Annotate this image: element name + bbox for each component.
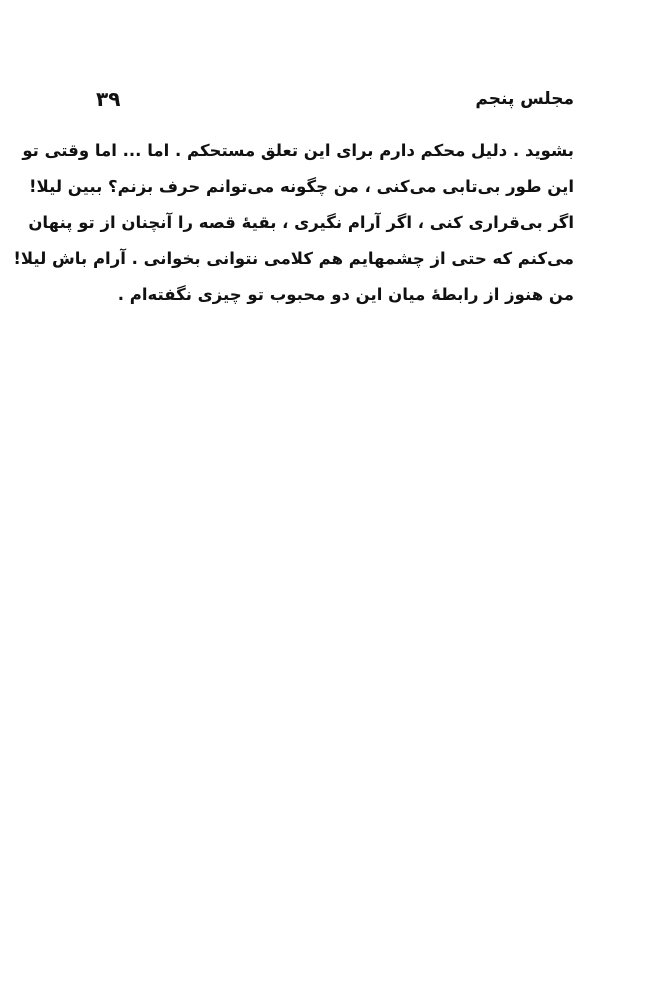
text-line: می‌کنم که حتی از چشمهایم هم کلامی نتوانی بخوانی . آرام باش لیلا! bbox=[13, 249, 574, 268]
text-line: این طور بی‌تابی می‌کنی ، من چگونه می‌توانم حرف بزنم؟ ببین لیلا! bbox=[29, 177, 574, 196]
text-line: من هنوز از رابطهٔ میان این دو محبوب تو چیزی نگفته‌ام . bbox=[117, 285, 574, 304]
running-title: مجلس پنجم bbox=[475, 89, 574, 109]
body-paragraph bbox=[13, 133, 574, 313]
text-line: اگر بی‌قراری کنی ، اگر آرام نگیری ، بقیهٔ قصه را آنچنان از تو پنهان bbox=[28, 213, 574, 232]
text-line: بشوید . دلیل محکم دارم برای این تعلق مستحکم . اما ... اما وقتی تو bbox=[22, 141, 574, 160]
page-number: ۳۹ bbox=[96, 87, 121, 111]
page-header bbox=[96, 84, 574, 114]
